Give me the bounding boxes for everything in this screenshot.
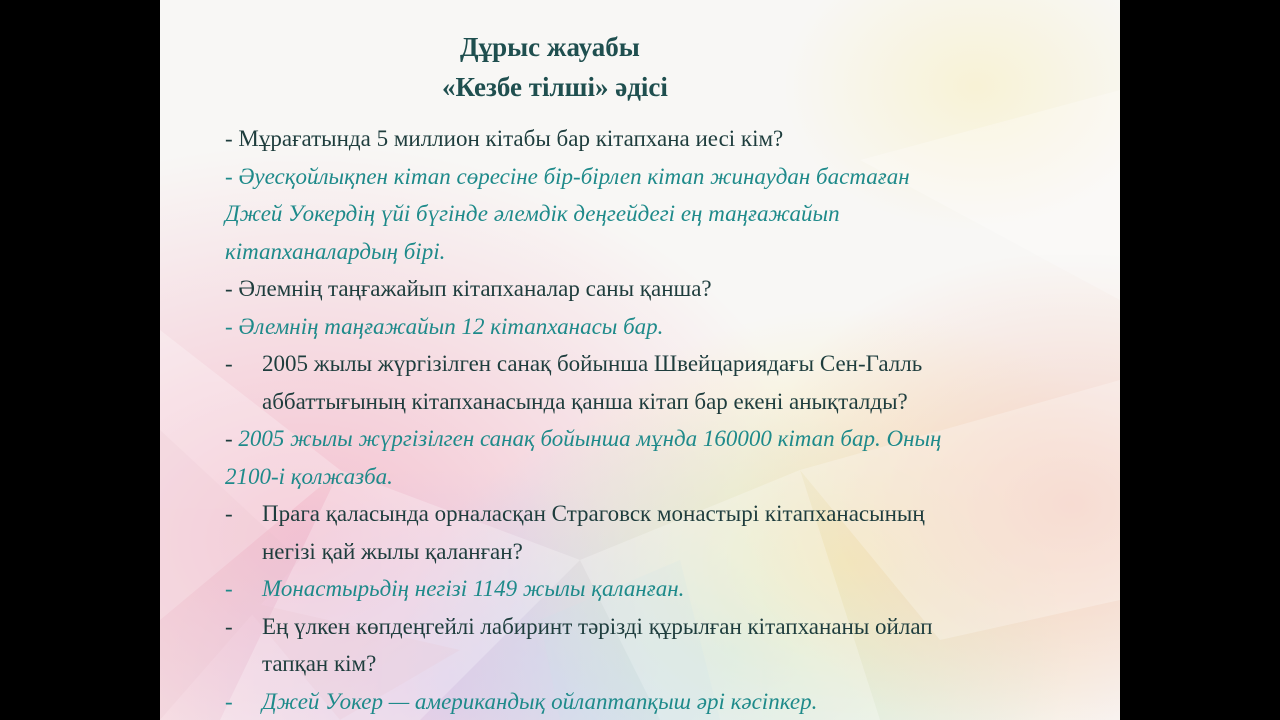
title-line-2: «Кезбе тілші» әдісі [442, 72, 668, 102]
question-4-line-2: негізі қай жылы қаланған? [262, 538, 523, 564]
bullet-dash: - [225, 613, 233, 639]
slide-body [225, 120, 1075, 720]
question-3-text: 2005 жылы жүргізілген санақ бойынша Швейцариядағы Сен-Галль [262, 351, 923, 376]
bullet-dash: - [225, 688, 233, 714]
bullet-dash: - [225, 501, 233, 526]
title-line-1: Дұрыс жауабы [460, 32, 640, 62]
answer-1-line-3: кітапханалардың бірі. [225, 238, 446, 264]
question-1: - Мұрағатында 5 миллион кітабы бар кітапхана иесі кім? [225, 126, 784, 151]
question-4-text: Прага қаласында орналасқан Страговск монастырі кітапханасының [262, 501, 925, 526]
answer-5 [225, 683, 1075, 720]
answer-4-text: Монастырьдің негізі 1149 жылы қаланған. [262, 576, 685, 601]
bullet-dash: - [225, 576, 233, 601]
answer-3-line-1 [225, 420, 1075, 458]
answer-3-text: 2005 жылы жүргізілген санақ бойынша мұнда 160000 кітап бар. Оның [238, 426, 942, 451]
question-4-line-1 [225, 495, 1075, 533]
presentation-slide [160, 0, 1120, 720]
question-3-line-1 [225, 345, 1075, 383]
answer-5-text: Джей Уокер — американдық ойлаптапқыш әрі кәсіпкер. [262, 688, 818, 714]
bullet-dash: - [225, 351, 233, 376]
question-5-text: Ең үлкен көпдеңгейлі лабиринт тәрізді құрылған кітапхананы ойлап [262, 613, 933, 639]
answer-3-line-2: 2100-і қолжазба. [225, 463, 393, 489]
question-3-line-2: аббаттығының кітапханасында қанша кітап бар екені анықталды? [262, 388, 908, 414]
answer-2: - Әлемнің таңғажайып 12 кітапханасы бар. [225, 313, 664, 339]
question-2: - Әлемнің таңғажайып кітапханалар саны қанша? [225, 276, 712, 301]
answer-1-line-1: - Әуесқойлықпен кітап сөресіне бір-бірлеп кітап жинаудан бастаған [225, 163, 910, 189]
question-5-line-2: тапқан кім? [262, 651, 377, 676]
answer-1-line-2: Джей Уокердің үйі бүгінде әлемдік деңгейдегі ең таңғажайып [225, 201, 840, 226]
answer-4 [225, 570, 1075, 608]
bullet-dash: - [225, 426, 239, 451]
question-5-line-1 [225, 608, 1075, 646]
